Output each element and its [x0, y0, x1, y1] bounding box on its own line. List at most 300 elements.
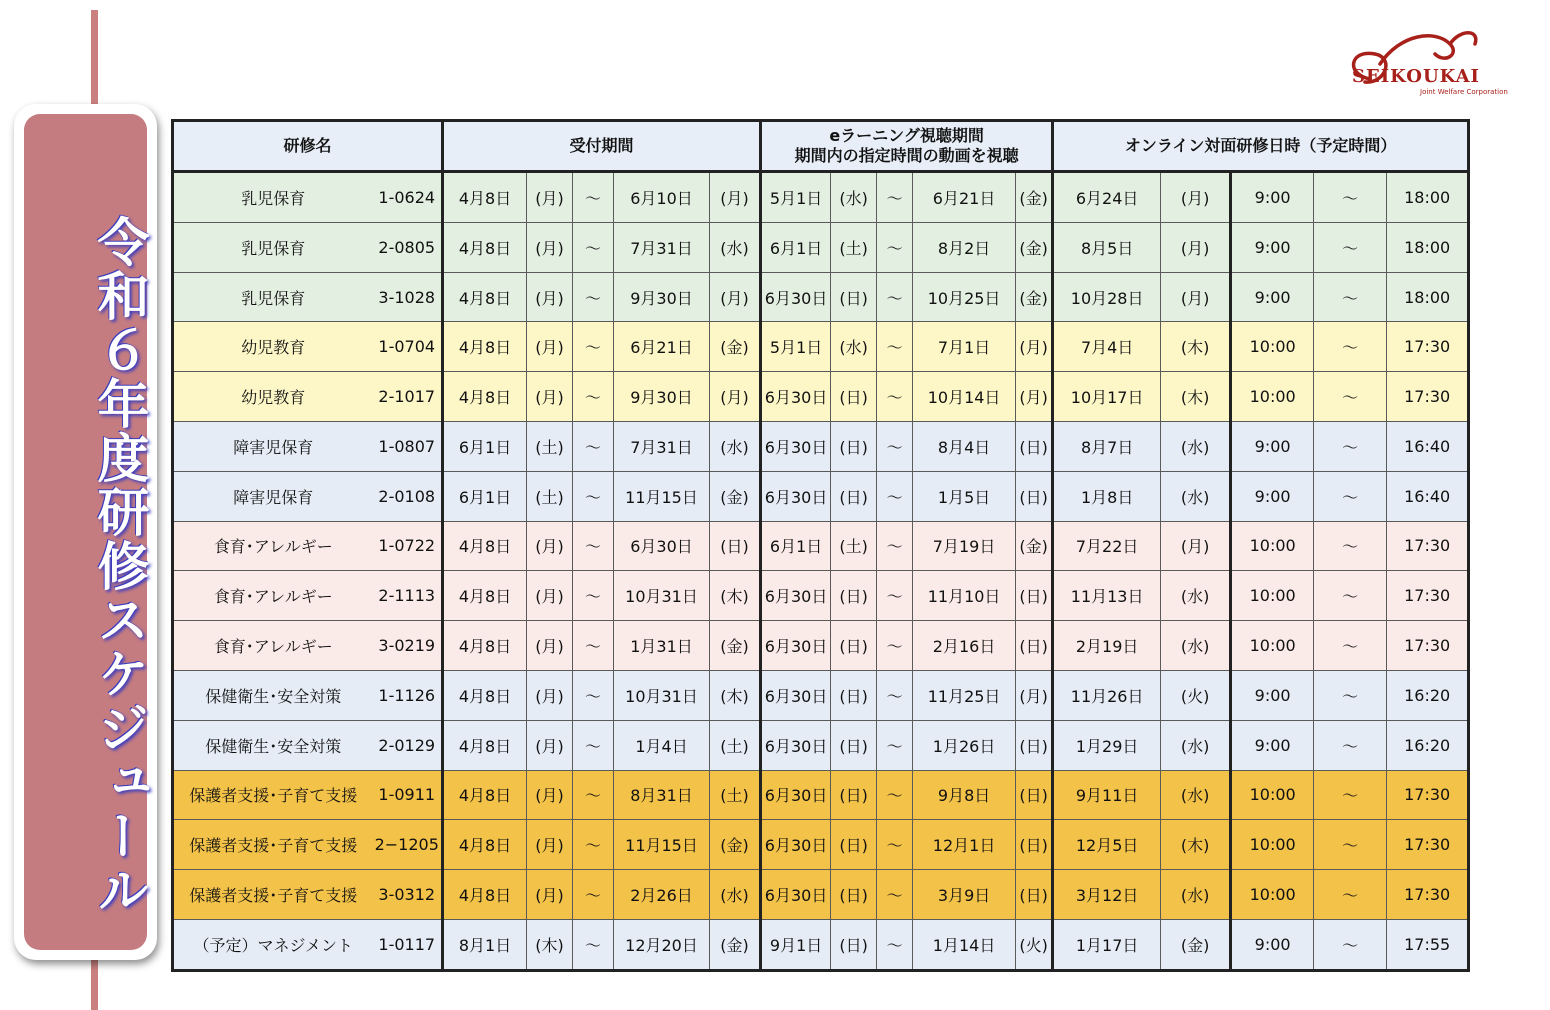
cell-o-end: 18:00	[1387, 272, 1469, 322]
cell-o-date: 10月17日	[1053, 372, 1161, 422]
cell-code: 2-0108	[373, 471, 443, 521]
cell-o-date: 7月4日	[1053, 322, 1161, 372]
cell-code: 1-1126	[373, 670, 443, 720]
table-row	[173, 571, 1469, 621]
cell-e-start-wd: (日)	[831, 670, 877, 720]
cell-r-start: 4月8日	[443, 521, 527, 571]
cell-r-end: 7月31日	[614, 422, 710, 472]
table-row	[173, 820, 1469, 870]
cell-r-tilde: ～	[573, 222, 614, 272]
cell-e-tilde: ～	[877, 670, 913, 720]
cell-o-tilde: ～	[1314, 621, 1387, 671]
cell-e-start: 6月30日	[761, 471, 831, 521]
cell-o-end: 17:30	[1387, 372, 1469, 422]
cell-r-tilde: ～	[573, 172, 614, 223]
cell-r-end-wd: (月)	[710, 272, 761, 322]
cell-e-end-wd: (日)	[1016, 720, 1053, 770]
cell-code: 1-0117	[373, 919, 443, 970]
cell-o-end: 17:30	[1387, 820, 1469, 870]
cell-e-tilde: ～	[877, 571, 913, 621]
table-row	[173, 222, 1469, 272]
table-row	[173, 471, 1469, 521]
table-row	[173, 372, 1469, 422]
cell-r-end-wd: (金)	[710, 471, 761, 521]
cell-e-end: 12月1日	[913, 820, 1016, 870]
cell-e-end: 3月9日	[913, 870, 1016, 920]
cell-r-end: 12月20日	[614, 919, 710, 970]
cell-r-start: 8月1日	[443, 919, 527, 970]
cell-o-start: 10:00	[1231, 372, 1314, 422]
header-elearning-line1: eラーニング視聴期間	[829, 126, 984, 145]
decor-line-bottom	[91, 955, 98, 1010]
page-title: 令和６年度研修スケジュール	[88, 215, 148, 917]
cell-o-tilde: ～	[1314, 172, 1387, 223]
header-course: 研修名	[173, 121, 443, 172]
cell-o-tilde: ～	[1314, 820, 1387, 870]
cell-o-tilde: ～	[1314, 372, 1387, 422]
cell-e-start: 6月30日	[761, 770, 831, 820]
cell-r-end: 8月31日	[614, 770, 710, 820]
cell-r-start: 4月8日	[443, 222, 527, 272]
cell-e-start-wd: (日)	[831, 272, 877, 322]
cell-o-date: 6月24日	[1053, 172, 1161, 223]
cell-o-wd: (月)	[1161, 172, 1231, 223]
cell-r-start-wd: (月)	[527, 870, 573, 920]
cell-o-end: 18:00	[1387, 172, 1469, 223]
cell-o-date: 11月26日	[1053, 670, 1161, 720]
cell-r-start-wd: (月)	[527, 322, 573, 372]
cell-e-start: 6月30日	[761, 621, 831, 671]
cell-e-end-wd: (月)	[1016, 372, 1053, 422]
cell-o-wd: (木)	[1161, 372, 1231, 422]
cell-r-tilde: ～	[573, 770, 614, 820]
cell-r-end: 2月26日	[614, 870, 710, 920]
cell-r-start-wd: (月)	[527, 621, 573, 671]
cell-e-start-wd: (日)	[831, 870, 877, 920]
cell-code: 3-0219	[373, 621, 443, 671]
cell-r-end-wd: (月)	[710, 172, 761, 223]
cell-o-wd: (水)	[1161, 770, 1231, 820]
cell-r-end: 6月30日	[614, 521, 710, 571]
cell-e-tilde: ～	[877, 372, 913, 422]
cell-r-end-wd: (金)	[710, 322, 761, 372]
header-reception: 受付期間	[443, 121, 761, 172]
cell-r-start: 4月8日	[443, 571, 527, 621]
cell-e-tilde: ～	[877, 422, 913, 472]
cell-o-start: 9:00	[1231, 272, 1314, 322]
cell-o-date: 9月11日	[1053, 770, 1161, 820]
cell-r-end-wd: (金)	[710, 820, 761, 870]
cell-o-end: 16:40	[1387, 422, 1469, 472]
cell-r-start: 6月1日	[443, 471, 527, 521]
cell-e-start-wd: (日)	[831, 621, 877, 671]
decor-line-top	[91, 10, 98, 105]
table-row	[173, 172, 1469, 223]
cell-r-tilde: ～	[573, 272, 614, 322]
cell-o-wd: (月)	[1161, 222, 1231, 272]
cell-code: 2-0129	[373, 720, 443, 770]
cell-o-tilde: ～	[1314, 272, 1387, 322]
cell-o-wd: (金)	[1161, 919, 1231, 970]
cell-r-tilde: ～	[573, 720, 614, 770]
cell-e-end-wd: (月)	[1016, 670, 1053, 720]
cell-o-tilde: ～	[1314, 422, 1387, 472]
cell-e-start-wd: (日)	[831, 820, 877, 870]
cell-o-date: 1月8日	[1053, 471, 1161, 521]
cell-o-wd: (水)	[1161, 422, 1231, 472]
cell-o-wd: (水)	[1161, 571, 1231, 621]
cell-e-end-wd: (日)	[1016, 422, 1053, 472]
cell-e-start: 6月30日	[761, 272, 831, 322]
cell-e-end: 6月21日	[913, 172, 1016, 223]
cell-e-end-wd: (金)	[1016, 521, 1053, 571]
cell-o-tilde: ～	[1314, 222, 1387, 272]
cell-e-start-wd: (日)	[831, 571, 877, 621]
header-elearning-line2: 期間内の指定時間の動画を視聴	[794, 146, 1019, 165]
cell-r-tilde: ～	[573, 820, 614, 870]
cell-code: 2-0805	[373, 222, 443, 272]
cell-o-end: 17:30	[1387, 621, 1469, 671]
cell-name: 障害児保育	[173, 471, 373, 521]
cell-e-start-wd: (水)	[831, 322, 877, 372]
cell-e-tilde: ～	[877, 621, 913, 671]
cell-e-tilde: ～	[877, 870, 913, 920]
logo-text: SEIKOUKAI	[1352, 66, 1480, 87]
cell-e-end: 10月25日	[913, 272, 1016, 322]
cell-r-start-wd: (月)	[527, 272, 573, 322]
cell-e-end: 1月14日	[913, 919, 1016, 970]
cell-e-end: 1月26日	[913, 720, 1016, 770]
table-row	[173, 521, 1469, 571]
cell-r-start-wd: (月)	[527, 571, 573, 621]
cell-e-tilde: ～	[877, 820, 913, 870]
cell-r-end-wd: (金)	[710, 621, 761, 671]
cell-o-start: 10:00	[1231, 870, 1314, 920]
cell-r-start: 4月8日	[443, 322, 527, 372]
cell-r-start-wd: (月)	[527, 372, 573, 422]
cell-e-start: 9月1日	[761, 919, 831, 970]
cell-o-wd: (火)	[1161, 670, 1231, 720]
cell-e-start-wd: (日)	[831, 471, 877, 521]
cell-name: 食育･アレルギー	[173, 521, 373, 571]
cell-r-start-wd: (月)	[527, 770, 573, 820]
cell-o-end: 18:00	[1387, 222, 1469, 272]
cell-o-end: 17:30	[1387, 770, 1469, 820]
cell-o-start: 9:00	[1231, 670, 1314, 720]
cell-o-date: 8月7日	[1053, 422, 1161, 472]
cell-r-start-wd: (月)	[527, 222, 573, 272]
cell-e-start-wd: (水)	[831, 172, 877, 223]
cell-e-start: 6月30日	[761, 820, 831, 870]
cell-r-end: 11月15日	[614, 820, 710, 870]
header-row	[173, 121, 1469, 172]
cell-o-start: 9:00	[1231, 422, 1314, 472]
cell-o-tilde: ～	[1314, 571, 1387, 621]
cell-r-end-wd: (金)	[710, 919, 761, 970]
cell-o-tilde: ～	[1314, 720, 1387, 770]
cell-r-start: 4月8日	[443, 372, 527, 422]
cell-o-wd: (水)	[1161, 471, 1231, 521]
cell-r-end-wd: (水)	[710, 870, 761, 920]
cell-e-tilde: ～	[877, 720, 913, 770]
cell-e-end-wd: (日)	[1016, 770, 1053, 820]
cell-code: 3-0312	[373, 870, 443, 920]
cell-e-end: 8月4日	[913, 422, 1016, 472]
cell-code: 3-1028	[373, 272, 443, 322]
cell-o-tilde: ～	[1314, 919, 1387, 970]
cell-code: 1-0807	[373, 422, 443, 472]
cell-o-date: 7月22日	[1053, 521, 1161, 571]
cell-r-end-wd: (月)	[710, 372, 761, 422]
cell-o-start: 10:00	[1231, 521, 1314, 571]
cell-name: 乳児保育	[173, 172, 373, 223]
cell-r-end-wd: (木)	[710, 670, 761, 720]
cell-r-start: 6月1日	[443, 422, 527, 472]
table-row	[173, 322, 1469, 372]
cell-o-start: 9:00	[1231, 172, 1314, 223]
table-row	[173, 720, 1469, 770]
cell-o-date: 12月5日	[1053, 820, 1161, 870]
table-row	[173, 272, 1469, 322]
side-title-panel	[14, 104, 157, 960]
cell-o-tilde: ～	[1314, 670, 1387, 720]
cell-e-end-wd: (月)	[1016, 322, 1053, 372]
cell-r-start-wd: (土)	[527, 471, 573, 521]
cell-e-tilde: ～	[877, 521, 913, 571]
cell-e-tilde: ～	[877, 770, 913, 820]
cell-name: 障害児保育	[173, 422, 373, 472]
cell-o-wd: (水)	[1161, 720, 1231, 770]
cell-name: 保健衛生･安全対策	[173, 720, 373, 770]
cell-o-date: 2月19日	[1053, 621, 1161, 671]
cell-o-end: 17:30	[1387, 571, 1469, 621]
cell-o-end: 16:20	[1387, 720, 1469, 770]
cell-e-end-wd: (日)	[1016, 571, 1053, 621]
cell-name: 保護者支援･子育て支援	[173, 770, 373, 820]
cell-o-wd: (月)	[1161, 272, 1231, 322]
cell-o-tilde: ～	[1314, 322, 1387, 372]
side-title-box	[24, 114, 147, 950]
cell-e-start: 6月30日	[761, 720, 831, 770]
cell-r-start: 4月8日	[443, 720, 527, 770]
table-row	[173, 770, 1469, 820]
cell-o-wd: (水)	[1161, 870, 1231, 920]
cell-e-end-wd: (金)	[1016, 272, 1053, 322]
cell-e-start-wd: (日)	[831, 919, 877, 970]
cell-r-start: 4月8日	[443, 670, 527, 720]
cell-r-start: 4月8日	[443, 272, 527, 322]
cell-e-end: 7月19日	[913, 521, 1016, 571]
cell-o-start: 9:00	[1231, 222, 1314, 272]
cell-r-end-wd: (土)	[710, 770, 761, 820]
cell-o-end: 17:30	[1387, 322, 1469, 372]
cell-e-tilde: ～	[877, 471, 913, 521]
cell-o-start: 9:00	[1231, 471, 1314, 521]
cell-r-end: 1月31日	[614, 621, 710, 671]
table-row	[173, 670, 1469, 720]
cell-e-start-wd: (日)	[831, 372, 877, 422]
cell-o-wd: (月)	[1161, 521, 1231, 571]
cell-o-start: 10:00	[1231, 322, 1314, 372]
cell-o-wd: (木)	[1161, 820, 1231, 870]
cell-r-start: 4月8日	[443, 870, 527, 920]
cell-r-start-wd: (月)	[527, 172, 573, 223]
schedule-table	[171, 119, 1470, 972]
cell-code: 2-1017	[373, 372, 443, 422]
table-row	[173, 870, 1469, 920]
cell-o-end: 17:30	[1387, 870, 1469, 920]
cell-o-end: 17:30	[1387, 521, 1469, 571]
cell-e-end-wd: (日)	[1016, 820, 1053, 870]
cell-e-tilde: ～	[877, 172, 913, 223]
cell-e-start: 6月30日	[761, 670, 831, 720]
cell-e-start-wd: (日)	[831, 720, 877, 770]
cell-o-start: 10:00	[1231, 770, 1314, 820]
cell-name: 乳児保育	[173, 222, 373, 272]
cell-e-end: 9月8日	[913, 770, 1016, 820]
cell-e-end: 11月10日	[913, 571, 1016, 621]
cell-r-end: 6月21日	[614, 322, 710, 372]
cell-e-end-wd: (金)	[1016, 172, 1053, 223]
cell-e-end-wd: (日)	[1016, 621, 1053, 671]
cell-r-end-wd: (水)	[710, 422, 761, 472]
cell-e-end: 10月14日	[913, 372, 1016, 422]
cell-r-end: 6月10日	[614, 172, 710, 223]
cell-o-date: 3月12日	[1053, 870, 1161, 920]
cell-name: 幼児教育	[173, 322, 373, 372]
cell-name: 食育･アレルギー	[173, 621, 373, 671]
cell-name: 幼児教育	[173, 372, 373, 422]
cell-name: 保健衛生･安全対策	[173, 670, 373, 720]
cell-e-start-wd: (土)	[831, 222, 877, 272]
cell-r-end: 11月15日	[614, 471, 710, 521]
cell-r-tilde: ～	[573, 670, 614, 720]
cell-r-start: 4月8日	[443, 770, 527, 820]
cell-r-tilde: ～	[573, 372, 614, 422]
cell-r-tilde: ～	[573, 870, 614, 920]
cell-o-start: 10:00	[1231, 820, 1314, 870]
cell-r-end: 7月31日	[614, 222, 710, 272]
table-row	[173, 422, 1469, 472]
cell-e-tilde: ～	[877, 322, 913, 372]
header-elearning	[761, 121, 1053, 172]
cell-o-date: 11月13日	[1053, 571, 1161, 621]
cell-name: （予定）マネジメント	[173, 919, 373, 970]
cell-code: 2-1113	[373, 571, 443, 621]
cell-r-tilde: ～	[573, 322, 614, 372]
cell-e-start: 6月1日	[761, 521, 831, 571]
cell-name: 乳児保育	[173, 272, 373, 322]
cell-o-end: 17:55	[1387, 919, 1469, 970]
cell-e-start: 6月30日	[761, 571, 831, 621]
cell-code: 1-0722	[373, 521, 443, 571]
cell-r-tilde: ～	[573, 621, 614, 671]
cell-o-tilde: ～	[1314, 870, 1387, 920]
cell-r-tilde: ～	[573, 521, 614, 571]
cell-o-date: 8月5日	[1053, 222, 1161, 272]
cell-e-tilde: ～	[877, 919, 913, 970]
cell-r-start-wd: (月)	[527, 720, 573, 770]
cell-e-end-wd: (日)	[1016, 471, 1053, 521]
cell-r-end-wd: (木)	[710, 571, 761, 621]
cell-r-start-wd: (土)	[527, 422, 573, 472]
cell-o-end: 16:20	[1387, 670, 1469, 720]
cell-e-end-wd: (火)	[1016, 919, 1053, 970]
cell-r-start-wd: (月)	[527, 670, 573, 720]
cell-o-wd: (木)	[1161, 322, 1231, 372]
cell-o-tilde: ～	[1314, 770, 1387, 820]
table-row	[173, 621, 1469, 671]
cell-e-start: 5月1日	[761, 172, 831, 223]
cell-r-end: 9月30日	[614, 372, 710, 422]
cell-e-start: 5月1日	[761, 322, 831, 372]
cell-r-start-wd: (木)	[527, 919, 573, 970]
cell-r-start: 4月8日	[443, 172, 527, 223]
cell-r-end: 10月31日	[614, 571, 710, 621]
cell-e-start: 6月30日	[761, 422, 831, 472]
cell-e-start-wd: (日)	[831, 422, 877, 472]
cell-r-start-wd: (月)	[527, 521, 573, 571]
cell-r-end: 1月4日	[614, 720, 710, 770]
cell-r-tilde: ～	[573, 471, 614, 521]
cell-o-date: 1月29日	[1053, 720, 1161, 770]
logo-subtitle: Joint Welfare Corporation	[1420, 88, 1508, 96]
cell-name: 保護者支援･子育て支援	[173, 870, 373, 920]
cell-o-date: 10月28日	[1053, 272, 1161, 322]
cell-o-start: 10:00	[1231, 621, 1314, 671]
cell-r-tilde: ～	[573, 571, 614, 621]
cell-e-tilde: ～	[877, 272, 913, 322]
cell-code: 1-0624	[373, 172, 443, 223]
cell-r-start: 4月8日	[443, 820, 527, 870]
cell-name: 食育･アレルギー	[173, 571, 373, 621]
cell-e-start: 6月1日	[761, 222, 831, 272]
cell-o-end: 16:40	[1387, 471, 1469, 521]
cell-code: 1-0704	[373, 322, 443, 372]
cell-o-tilde: ～	[1314, 471, 1387, 521]
cell-e-end: 8月2日	[913, 222, 1016, 272]
cell-e-start: 6月30日	[761, 372, 831, 422]
cell-o-start: 10:00	[1231, 571, 1314, 621]
cell-e-end: 7月1日	[913, 322, 1016, 372]
cell-code: 1-0911	[373, 770, 443, 820]
cell-e-start-wd: (土)	[831, 521, 877, 571]
cell-e-end-wd: (日)	[1016, 870, 1053, 920]
cell-r-start-wd: (月)	[527, 820, 573, 870]
cell-r-tilde: ～	[573, 919, 614, 970]
cell-r-end: 9月30日	[614, 272, 710, 322]
cell-e-end: 11月25日	[913, 670, 1016, 720]
cell-o-tilde: ～	[1314, 521, 1387, 571]
cell-o-start: 9:00	[1231, 720, 1314, 770]
cell-r-tilde: ～	[573, 422, 614, 472]
cell-e-tilde: ～	[877, 222, 913, 272]
header-online: オンライン対面研修日時（予定時間）	[1053, 121, 1469, 172]
cell-r-end-wd: (土)	[710, 720, 761, 770]
cell-name: 保護者支援･子育て支援	[173, 820, 373, 870]
schedule-body	[173, 172, 1469, 971]
cell-e-start: 6月30日	[761, 870, 831, 920]
cell-r-start: 4月8日	[443, 621, 527, 671]
cell-r-end-wd: (日)	[710, 521, 761, 571]
cell-e-end-wd: (金)	[1016, 222, 1053, 272]
cell-r-end-wd: (水)	[710, 222, 761, 272]
cell-code: 2−1205	[373, 820, 443, 870]
cell-e-start-wd: (日)	[831, 770, 877, 820]
cell-r-end: 10月31日	[614, 670, 710, 720]
cell-o-date: 1月17日	[1053, 919, 1161, 970]
cell-o-start: 9:00	[1231, 919, 1314, 970]
